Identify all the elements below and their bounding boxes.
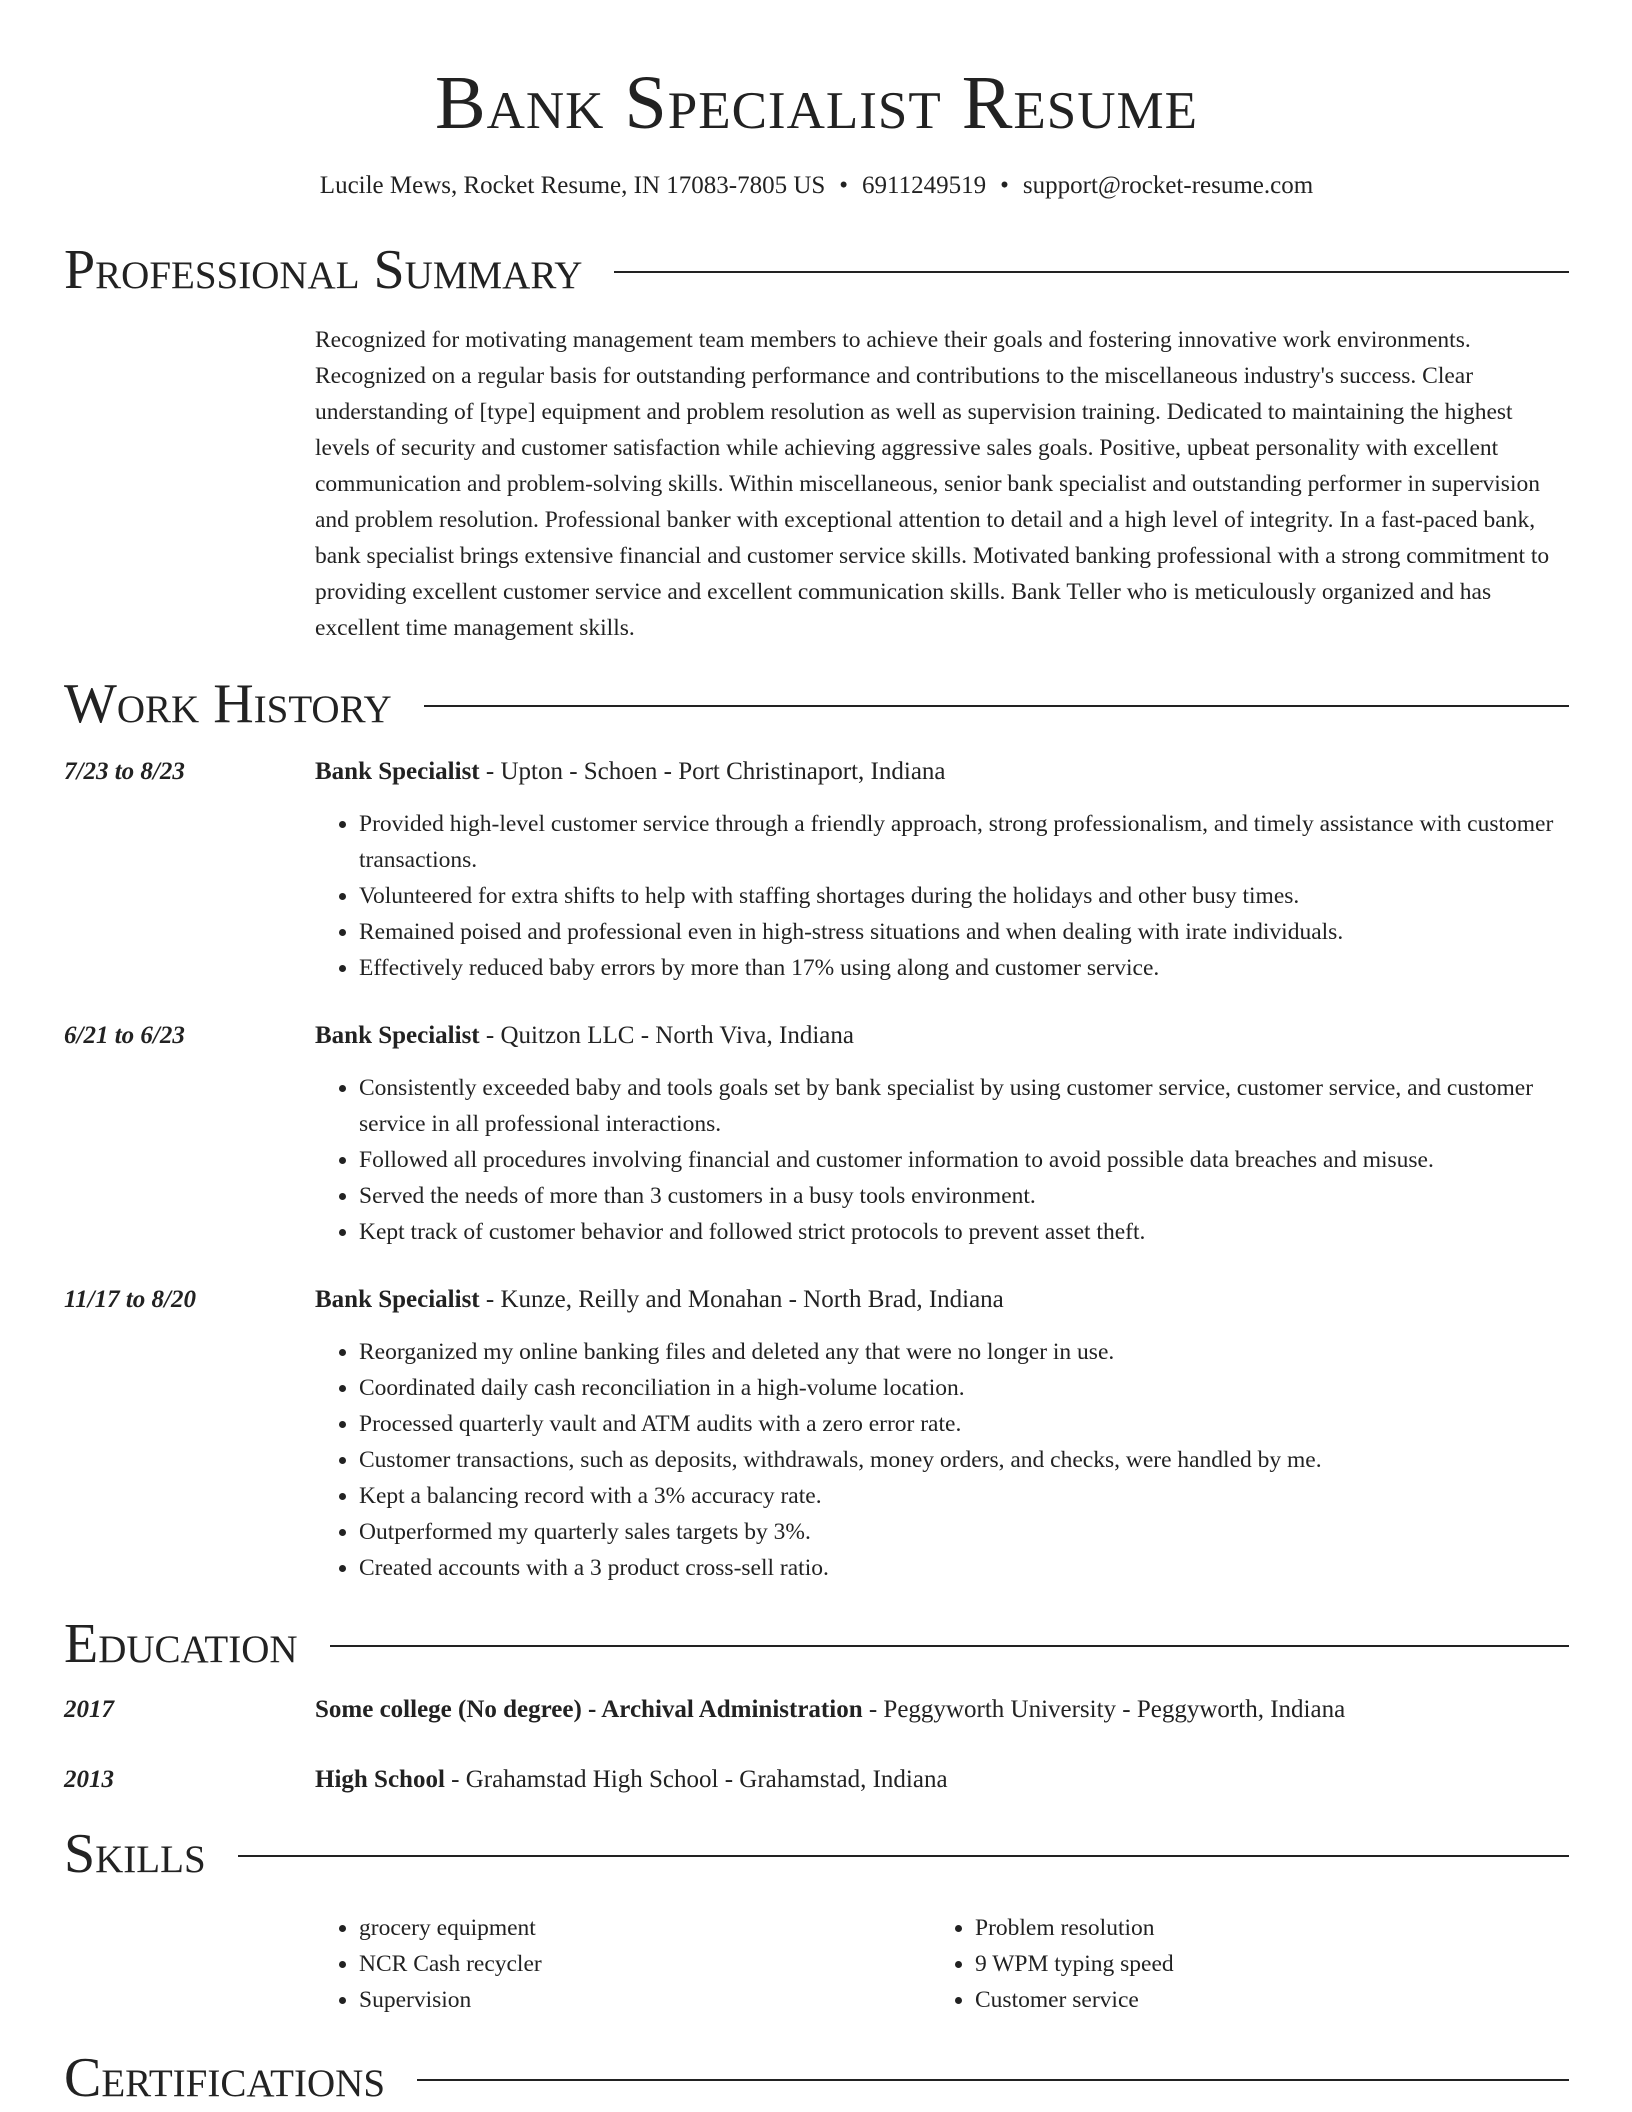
skill-item: • Supervision — [359, 1982, 931, 2018]
skills-spacer — [64, 1910, 315, 2018]
contact-separator: • — [839, 172, 849, 199]
job-title: Bank Specialist — [315, 1286, 480, 1313]
skill-item: • 9 WPM typing speed — [975, 1946, 1547, 1982]
skills-grid — [64, 1910, 1569, 2018]
summary-section-header — [64, 238, 1569, 302]
job-bullet: • Reorganized my online banking files and deleted any that were no longer in use. — [359, 1334, 1569, 1370]
certifications-section-title: Certifications — [64, 2047, 386, 2109]
job-bullet: • Kept a balancing record with a 3% accuracy rate. — [359, 1478, 1569, 1514]
job-bullet: • Coordinated daily cash reconciliation in a high-volume location. — [359, 1370, 1569, 1406]
job-bullets — [315, 806, 1569, 986]
job-entry — [64, 1282, 1569, 1586]
job-bullet: • Created accounts with a 3 product cross-sell ratio. — [359, 1550, 1569, 1586]
job-body — [315, 1018, 1569, 1250]
skill-item: • NCR Cash recycler — [359, 1946, 931, 1982]
job-entry — [64, 754, 1569, 986]
contact-address: Lucile Mews, Rocket Resume, IN 17083-7805 US — [319, 172, 826, 199]
skill-item: • Problem resolution — [975, 1910, 1547, 1946]
job-bullet: • Kept track of customer behavior and followed strict protocols to prevent asset theft. — [359, 1214, 1569, 1250]
job-title: Bank Specialist — [315, 1022, 480, 1049]
education-degree: Some college (No degree) - Archival Administration — [315, 1696, 863, 1723]
job-heading — [315, 1282, 1569, 1318]
job-dates: 7/23 to 8/23 — [64, 758, 185, 785]
summary-spacer — [64, 322, 315, 646]
section-divider — [417, 2079, 1569, 2081]
job-entry — [64, 1018, 1569, 1250]
education-degree: High School — [315, 1766, 445, 1793]
job-body — [315, 754, 1569, 986]
section-divider — [330, 1645, 1569, 1647]
contact-email: support@rocket-resume.com — [1022, 172, 1314, 199]
job-bullet: • Outperformed my quarterly sales targets by 3%. — [359, 1514, 1569, 1550]
education-school: - Grahamstad High School - Grahamstad, Indiana — [444, 1766, 948, 1793]
summary-text: Recognized for motivating management team members to achieve their goals and fostering innovative work environments. Recognized on a regular basis for outstanding performance and contributions to the miscellaneous industry's success. Clear understanding of [type] equipment and problem resolution as well as supervision training. Dedicated to maintaining the highest levels of security and customer satisfaction while achieving aggressive sales goals. Positive, upbeat personality with excellent communication and problem-solving skills. Within miscellaneous, senior bank specialist and outstanding performer in supervision and problem resolution. Professional banker with exceptional attention to detail and a high level of integrity. In a fast-paced bank, bank specialist brings extensive financial and customer service skills. Motivated banking professional with a strong commitment to providing excellent customer service and excellent communication skills. Bank Teller who is meticulously organized and has excellent time management skills. — [315, 327, 1550, 641]
job-bullets — [315, 1334, 1569, 1586]
skills-list-right — [931, 1910, 1547, 2018]
job-bullet: • Volunteered for extra shifts to help with staffing shortages during the holidays and other busy times. — [359, 878, 1569, 914]
certifications-section-header — [64, 2046, 1569, 2110]
education-entry — [64, 1762, 1569, 1798]
section-divider — [424, 705, 1569, 707]
job-bullet: • Served the needs of more than 3 customers in a busy tools environment. — [359, 1178, 1569, 1214]
education-body — [315, 1692, 1569, 1728]
job-bullet: • Provided high-level customer service through a friendly approach, strong professionalism, and timely assistance with customer transactions. — [359, 806, 1569, 878]
job-bullet: • Customer transactions, such as deposits, withdrawals, money orders, and checks, were handled by me. — [359, 1442, 1569, 1478]
education-year: 2013 — [64, 1766, 114, 1793]
job-bullet: • Effectively reduced baby errors by more than 17% using along and customer service. — [359, 950, 1569, 986]
job-dates: 6/21 to 6/23 — [64, 1022, 185, 1049]
skill-item: • grocery equipment — [359, 1910, 931, 1946]
summary-section-title: Professional Summary — [64, 239, 583, 301]
education-year: 2017 — [64, 1696, 114, 1723]
job-heading — [315, 1018, 1569, 1054]
section-divider — [238, 1855, 1569, 1857]
contact-line — [64, 170, 1569, 202]
job-bullet: • Followed all procedures involving financial and customer information to avoid possible data breaches and misuse. — [359, 1142, 1569, 1178]
skills-section-header — [64, 1822, 1569, 1886]
job-bullets — [315, 1070, 1569, 1250]
job-title: Bank Specialist — [315, 758, 480, 785]
education-entry — [64, 1692, 1569, 1728]
summary-row — [64, 322, 1569, 646]
skills-list-left — [315, 1910, 931, 2018]
skills-section-title: Skills — [64, 1823, 206, 1885]
job-employer: - Quitzon LLC - North Viva, Indiana — [479, 1022, 854, 1049]
job-bullet: • Consistently exceeded baby and tools goals set by bank specialist by using customer service, customer service, and customer service in all professional interactions. — [359, 1070, 1569, 1142]
education-body — [315, 1762, 1569, 1798]
job-employer: - Kunze, Reilly and Monahan - North Brad, Indiana — [479, 1286, 1004, 1313]
contact-separator: • — [1000, 172, 1009, 199]
job-body — [315, 1282, 1569, 1586]
job-bullet: • Processed quarterly vault and ATM audits with a zero error rate. — [359, 1406, 1569, 1442]
education-section-title: Education — [64, 1613, 298, 1675]
work-section-header — [64, 672, 1569, 736]
job-employer: - Upton - Schoen - Port Christinaport, Indiana — [479, 758, 946, 785]
section-divider — [614, 271, 1569, 273]
job-bullet: • Remained poised and professional even in high-stress situations and when dealing with irate individuals. — [359, 914, 1569, 950]
job-dates: 11/17 to 8/20 — [64, 1286, 196, 1313]
skill-item: • Customer service — [975, 1982, 1547, 2018]
education-school: - Peggyworth University - Peggyworth, Indiana — [862, 1696, 1346, 1723]
resume-page — [64, 0, 1569, 2110]
education-section-header — [64, 1612, 1569, 1676]
contact-phone: 6911249519 — [862, 172, 987, 199]
resume-title: Bank Specialist Resume — [434, 61, 1199, 145]
work-section-title: Work History — [64, 673, 392, 735]
job-heading — [315, 754, 1569, 790]
